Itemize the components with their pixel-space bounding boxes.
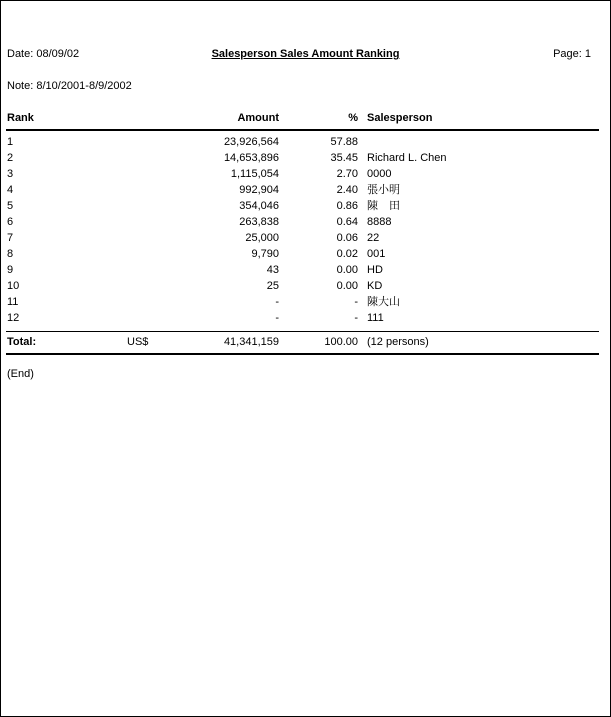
salesperson-cell: 001 [367,248,386,260]
amount-cell: 1,115,054 [230,168,279,180]
percent-cell: 2.40 [336,184,358,196]
column-header-amount: Amount [237,112,279,124]
rank-cell: 6 [7,216,14,228]
percent-cell: - [354,312,358,324]
report-title: Salesperson Sales Amount Ranking [211,48,400,60]
table-row [0,230,611,246]
amount-cell: - [275,296,279,308]
rank-cell: 2 [7,152,14,164]
percent-cell: 0.64 [336,216,358,228]
total-amount: 41,341,159 [223,336,279,348]
table-row [0,214,611,230]
table-row [0,294,611,310]
percent-cell: 0.00 [336,280,358,292]
percent-cell: 0.86 [336,200,358,212]
total-label: Total: [7,336,37,348]
header-divider [6,129,599,131]
rank-cell: 5 [7,200,14,212]
amount-cell: - [275,312,279,324]
rank-cell: 1 [7,136,14,148]
table-row [0,246,611,262]
amount-cell: 25,000 [245,232,279,244]
total-percent: 100.00 [324,336,358,348]
salesperson-cell: KD [367,280,383,292]
amount-cell: 263,838 [239,216,279,228]
rank-cell: 12 [7,312,20,324]
salesperson-cell: 111 [367,312,384,324]
total-currency: US$ [127,336,149,348]
amount-cell: 9,790 [251,248,279,260]
table-row [0,278,611,294]
percent-cell: 57.88 [330,136,358,148]
rank-cell: 10 [7,280,20,292]
percent-cell: - [354,296,358,308]
percent-cell: 0.00 [336,264,358,276]
rank-cell: 4 [7,184,14,196]
table-row [0,310,611,326]
table-row [0,166,611,182]
amount-cell: 43 [266,264,279,276]
amount-cell: 14,653,896 [223,152,279,164]
total-persons: (12 persons) [367,336,429,348]
amount-cell: 25 [266,280,279,292]
total-divider [6,331,599,332]
report-date: Date: 08/09/02 [7,48,80,60]
page-number: Page: 1 [553,48,591,60]
rank-cell: 8 [7,248,14,260]
table-row [0,182,611,198]
percent-cell: 2.70 [336,168,358,180]
rank-cell: 9 [7,264,14,276]
table-row [0,150,611,166]
column-header-percent: % [348,112,358,124]
amount-cell: 23,926,564 [223,136,279,148]
salesperson-cell: Richard L. Chen [367,152,447,164]
column-header-rank: Rank [7,112,34,124]
table-row [0,134,611,150]
column-header-salesperson: Salesperson [367,112,433,124]
salesperson-cell: 0000 [367,168,392,180]
rank-cell: 11 [7,296,19,308]
salesperson-cell: HD [367,264,383,276]
amount-cell: 354,046 [239,200,279,212]
table-header [0,110,611,126]
amount-cell: 992,904 [239,184,279,196]
percent-cell: 35.45 [330,152,358,164]
report-note: Note: 8/10/2001-8/9/2002 [7,80,132,92]
table-row [0,198,611,214]
percent-cell: 0.06 [336,232,358,244]
salesperson-cell: 陳大山 [367,296,400,308]
salesperson-cell: 8888 [367,216,392,228]
report-end: (End) [7,368,34,380]
table-row [0,262,611,278]
rank-cell: 7 [7,232,14,244]
salesperson-cell: 陳 田 [367,200,400,212]
total-row [0,334,611,350]
bottom-divider [6,353,599,355]
salesperson-cell: 22 [367,232,380,244]
salesperson-cell: 張小明 [367,184,400,196]
percent-cell: 0.02 [336,248,358,260]
rank-cell: 3 [7,168,14,180]
